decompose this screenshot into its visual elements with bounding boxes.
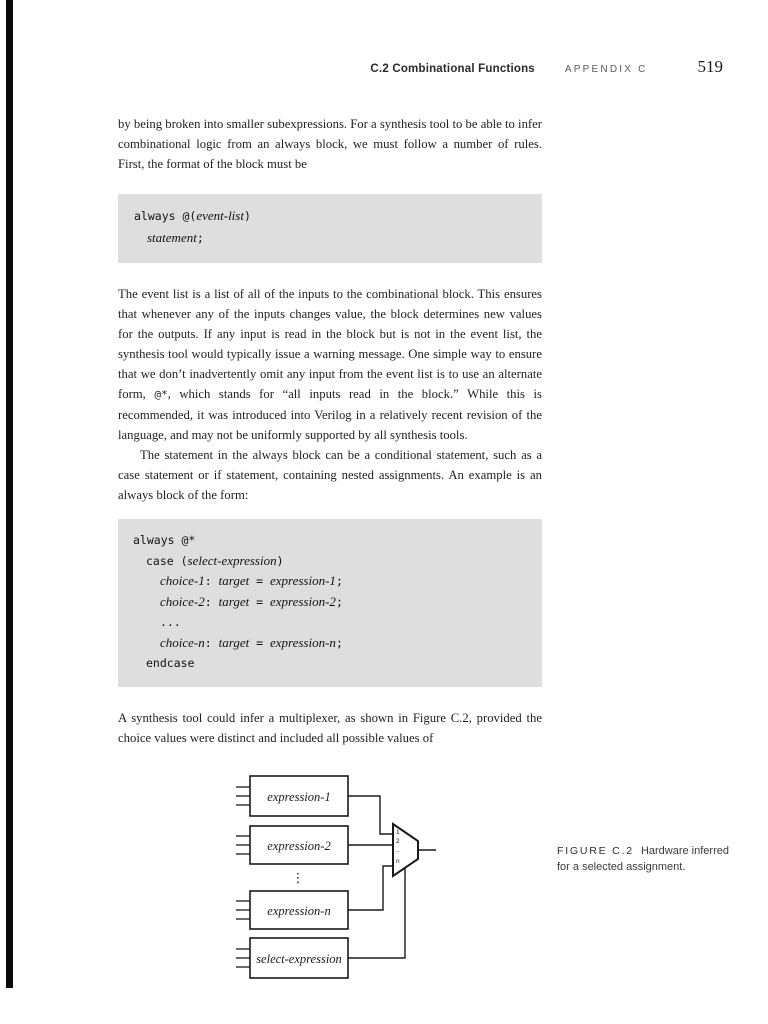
mux-input-label-dots: .. [396,846,400,854]
paragraph-2 [118,284,542,445]
code-segment: = [249,594,270,609]
expression-n-label: expression-n [267,903,331,918]
code-segment: ) [243,209,251,223]
code-metavariable: target [218,634,250,650]
code-metavariable: expression-1 [269,573,336,588]
mux-input-label-n: n [396,857,400,865]
code-segment: = [249,574,270,588]
figure-caption [557,843,729,875]
connector-expression-n [348,866,393,910]
page-edge-bar [6,0,13,988]
code-line [133,553,542,574]
appendix-label: APPENDIX C [564,64,648,75]
code-segment: ; [335,574,343,588]
code-metavariable: choice-2 [160,593,205,609]
code-line [133,532,542,553]
code-segment: always @( [134,209,197,223]
code-metavariable: choice-1 [160,573,205,588]
code-metavariable: event-list [196,208,244,223]
code-segment: ; [335,635,343,650]
section-title: C.2 Combinational Functions [370,63,535,75]
code-metavariable: select-expression [187,552,277,568]
code-metavariable: expression-2 [269,593,336,609]
inline-code-at-star: @* [154,388,168,401]
vertical-ellipsis: ⋮ [291,870,305,886]
code-line [133,655,542,676]
code-segment: ; [196,231,204,245]
code-line [134,207,542,229]
code-metavariable: target [218,593,250,609]
paragraph-3: The statement in the always block can be a conditional statement, such as a case statement or if statement, containing nested assignments. An example is an always block of the form: [118,448,542,502]
code-segment: always @* [133,533,196,547]
code-segment: ; [335,594,343,609]
mux-input-label-2: 2 [396,837,400,845]
code-block-case-example [118,519,542,687]
code-segment: : [204,594,219,609]
code-segment: case ( [146,553,188,568]
code-segment: ) [276,553,284,568]
figure-caption-label: FIGURE C.2 [557,845,634,857]
paragraph-2-text: , which stands for “all inputs read in the block.” While this is recommended, it was introduced into Verilog in a relatively recent revision of the language, and may not be uniformly supported by all synthesis tools. [118,387,542,442]
page-number: 519 [697,57,723,76]
code-metavariable: choice-n [160,634,205,650]
input-stubs [236,787,250,967]
figure-c2-diagram [118,768,542,990]
body-column [118,56,542,990]
figure-caption-text: Hardware inferred for a selected assignment. [557,845,729,873]
mux-diagram-svg [230,768,460,990]
connector-select [348,868,405,958]
code-segment: ... [160,615,181,629]
expression-2-label: expression-2 [267,838,331,853]
code-line [133,594,542,615]
code-metavariable: target [218,573,250,588]
code-metavariable: statement [147,230,197,245]
mux-input-label-1: 1 [396,828,400,836]
code-segment: = [249,635,270,650]
code-segment: endcase [146,656,195,670]
expression-1-label: expression-1 [267,789,331,804]
select-expression-label: select-expression [256,951,342,966]
code-segment: : [204,574,219,588]
code-metavariable: expression-n [269,634,336,650]
connector-expression-1 [348,796,393,834]
code-segment: : [204,635,219,650]
paragraph-4: A synthesis tool could infer a multiplexer, as shown in Figure C.2, provided the choice values were distinct and included all possible values of [118,710,542,745]
paragraph-1: by being broken into smaller subexpressions. For a synthesis tool to be able to infer combinational logic from an always block, we must follow a number of rules. First, the format of the block must be [118,117,542,171]
code-line [133,635,542,656]
code-line [133,573,542,594]
code-line [133,614,542,635]
paragraph-2-text: The event list is a list of all of the inputs to the combinational block. This ensures that whenever any of the inputs changes value, the block determines new values for the outputs. If any input is read in the block but is not in the event list, the synthesis tool would typically issue a warning message. One simple way to ensure that we don’t inadvertently omit any input from the event list is to use an alternate form, [118,287,542,401]
code-block-always-format [118,194,542,263]
code-line [134,229,542,251]
